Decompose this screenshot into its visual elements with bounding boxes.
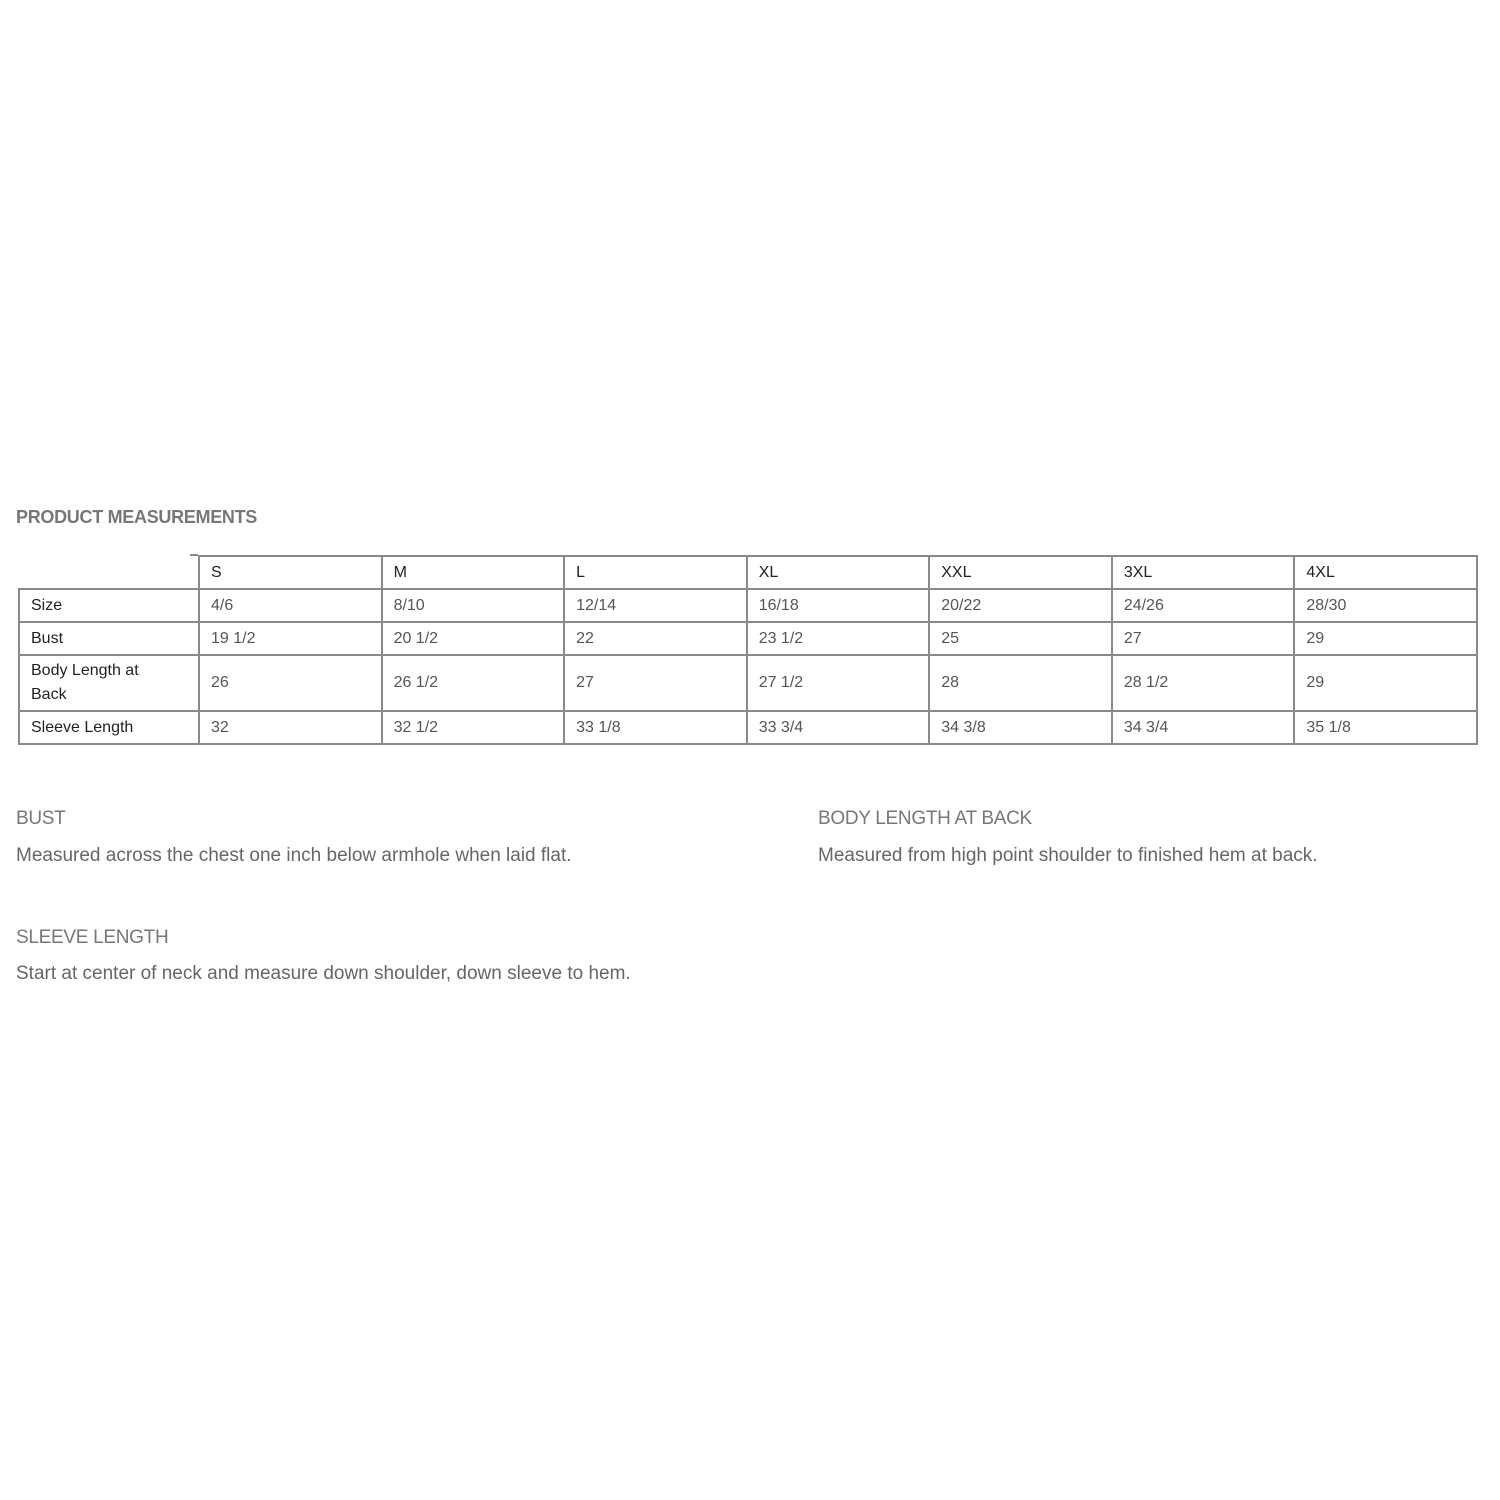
column-header: 4XL — [1294, 556, 1477, 589]
page-title: PRODUCT MEASUREMENTS — [16, 507, 258, 527]
table-cell: 29 — [1294, 622, 1477, 655]
table-row — [19, 622, 1477, 655]
body-length-heading: BODY LENGTH AT BACK — [818, 808, 1032, 829]
table-cell: 27 — [1112, 622, 1295, 655]
table-cell: 26 — [199, 655, 382, 711]
row-label: Bust — [19, 622, 199, 655]
bust-heading: BUST — [16, 808, 66, 829]
table-cell: 34 3/4 — [1112, 711, 1295, 744]
row-label: Body Length at Back — [19, 655, 199, 711]
table-cell: 26 1/2 — [382, 655, 565, 711]
table-corner-cell — [19, 556, 199, 589]
row-label: Size — [19, 589, 199, 622]
sleeve-length-description: Start at center of neck and measure down shoulder, down sleeve to hem. — [16, 963, 631, 984]
table-cell: 4/6 — [199, 589, 382, 622]
table-cell: 19 1/2 — [199, 622, 382, 655]
table-cell: 28 — [929, 655, 1112, 711]
column-header: M — [382, 556, 565, 589]
column-header: 3XL — [1112, 556, 1295, 589]
table-cell: 33 3/4 — [747, 711, 930, 744]
table-row — [19, 655, 1477, 711]
table-cell: 22 — [564, 622, 747, 655]
column-header: XXL — [929, 556, 1112, 589]
table-cell: 34 3/8 — [929, 711, 1112, 744]
table-cell: 28 1/2 — [1112, 655, 1295, 711]
table-cell: 28/30 — [1294, 589, 1477, 622]
table-cell: 16/18 — [747, 589, 930, 622]
table-cell: 8/10 — [382, 589, 565, 622]
table-cell: 32 — [199, 711, 382, 744]
table-cell: 25 — [929, 622, 1112, 655]
table-cell: 23 1/2 — [747, 622, 930, 655]
table-cell: 35 1/8 — [1294, 711, 1477, 744]
table-cell: 20/22 — [929, 589, 1112, 622]
table-row — [19, 589, 1477, 622]
table-cell: 27 — [564, 655, 747, 711]
sleeve-length-heading: SLEEVE LENGTH — [16, 927, 169, 948]
row-label: Sleeve Length — [19, 711, 199, 744]
column-header: XL — [747, 556, 930, 589]
table-cell: 27 1/2 — [747, 655, 930, 711]
column-header: S — [199, 556, 382, 589]
table-cell: 33 1/8 — [564, 711, 747, 744]
table-row — [19, 711, 1477, 744]
table-cell: 32 1/2 — [382, 711, 565, 744]
table-header-row — [19, 556, 1477, 589]
table-cell: 12/14 — [564, 589, 747, 622]
bust-description: Measured across the chest one inch below armhole when laid flat. — [16, 845, 572, 866]
table-cell: 24/26 — [1112, 589, 1295, 622]
column-header: L — [564, 556, 747, 589]
body-length-description: Measured from high point shoulder to finished hem at back. — [818, 845, 1318, 866]
measurements-table — [18, 555, 1478, 745]
table-cell: 20 1/2 — [382, 622, 565, 655]
table-cell: 29 — [1294, 655, 1477, 711]
